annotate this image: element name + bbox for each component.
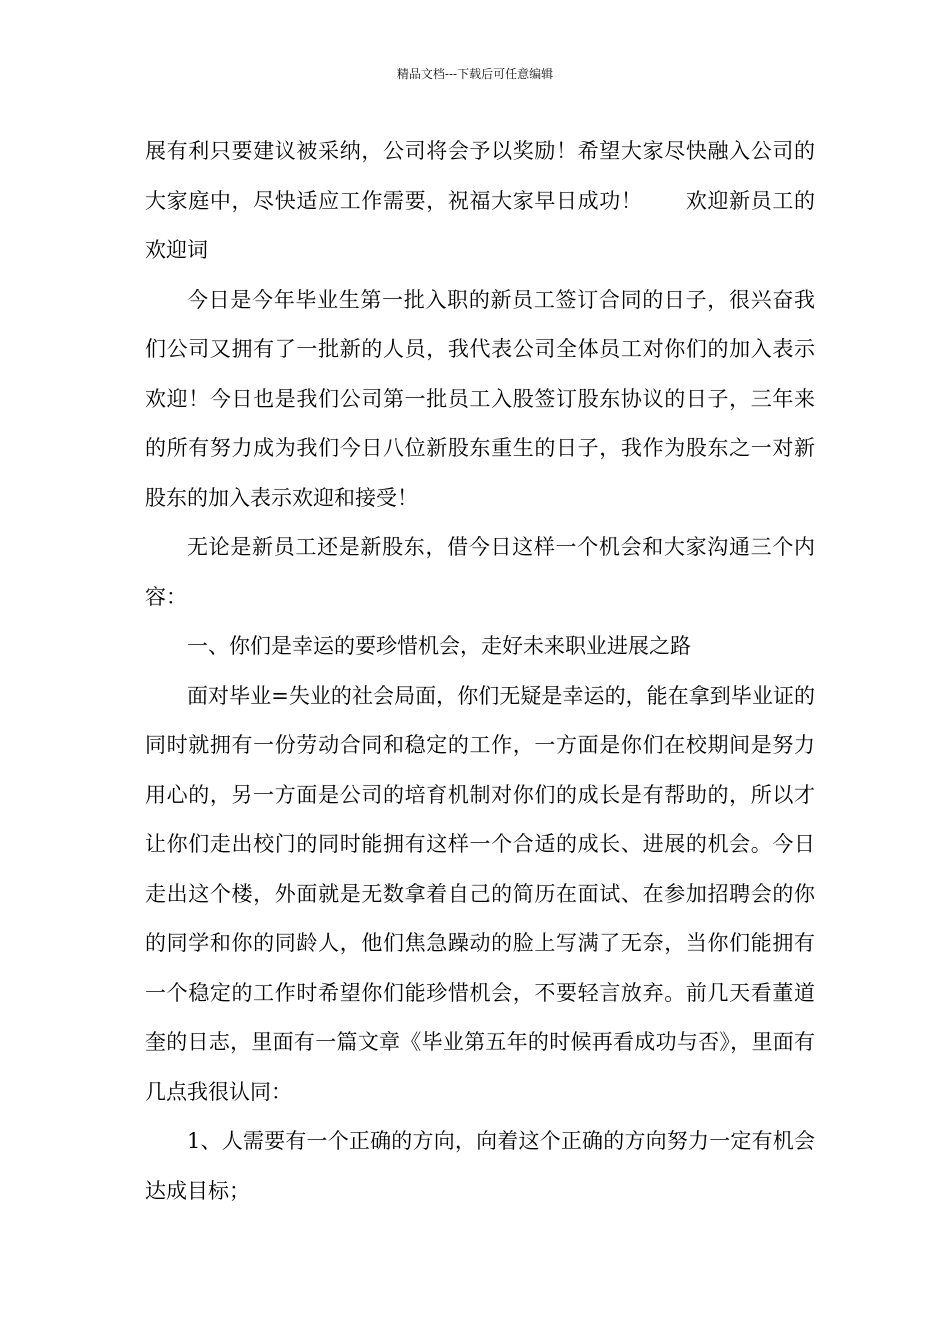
section-heading-one: 一、你们是幸运的要珍惜机会，走好未来职业进展之路 [187, 634, 691, 658]
paragraph-continuation: 展有利只要建议被采纳，公司将会予以奖励！希望大家尽快融入公司的大家庭中，尽快适应工作需要，祝福大家早日成功！ 欢迎新员工的欢迎词 [145, 139, 815, 262]
paragraph-opportunity: 面对毕业=失业的社会局面，你们无疑是幸运的，能在拿到毕业证的同时就拥有一份劳动合同和稳定的工作，一方面是你们在校期间是努力用心的，另一方面是公司的培育机制对你们的成长是有帮助的，所以才让你们走出校门的同时能拥有这样一个合适的成长、进展的机会。今日走出这个楼，外面就是无数拿着自己的简历在面试、在参加招聘会的你的同学和你的同龄人，他们焦急躁动的脸上写满了无奈，当你们能拥有一个稳定的工作时希望你们能珍惜机会，不要轻言放弃。前几天看董道奎的日志，里面有一篇文章《毕业第五年的时候再看成功与否》，里面有几点我很认同： [145, 683, 815, 1104]
document-body [145, 127, 815, 1216]
page-header: 精品文档---下载后可任意编辑 [396, 67, 554, 81]
list-item-one: 1、人需要有一个正确的方向，向着这个正确的方向努力一定有机会达成目标； [145, 1129, 815, 1203]
paragraph-welcome: 今日是今年毕业生第一批入职的新员工签订合同的日子，很兴奋我们公司又拥有了一批新的人员，我代表公司全体员工对你们的加入表示欢迎！今日也是我们公司第一批员工入股签订股东协议的日子，三年来的所有努力成为我们今日八位新股东重生的日子，我作为股东之一对新股东的加入表示欢迎和接受！ [145, 287, 815, 510]
paragraph-intro: 无论是新员工还是新股东，借今日这样一个机会和大家沟通三个内容： [145, 535, 815, 609]
